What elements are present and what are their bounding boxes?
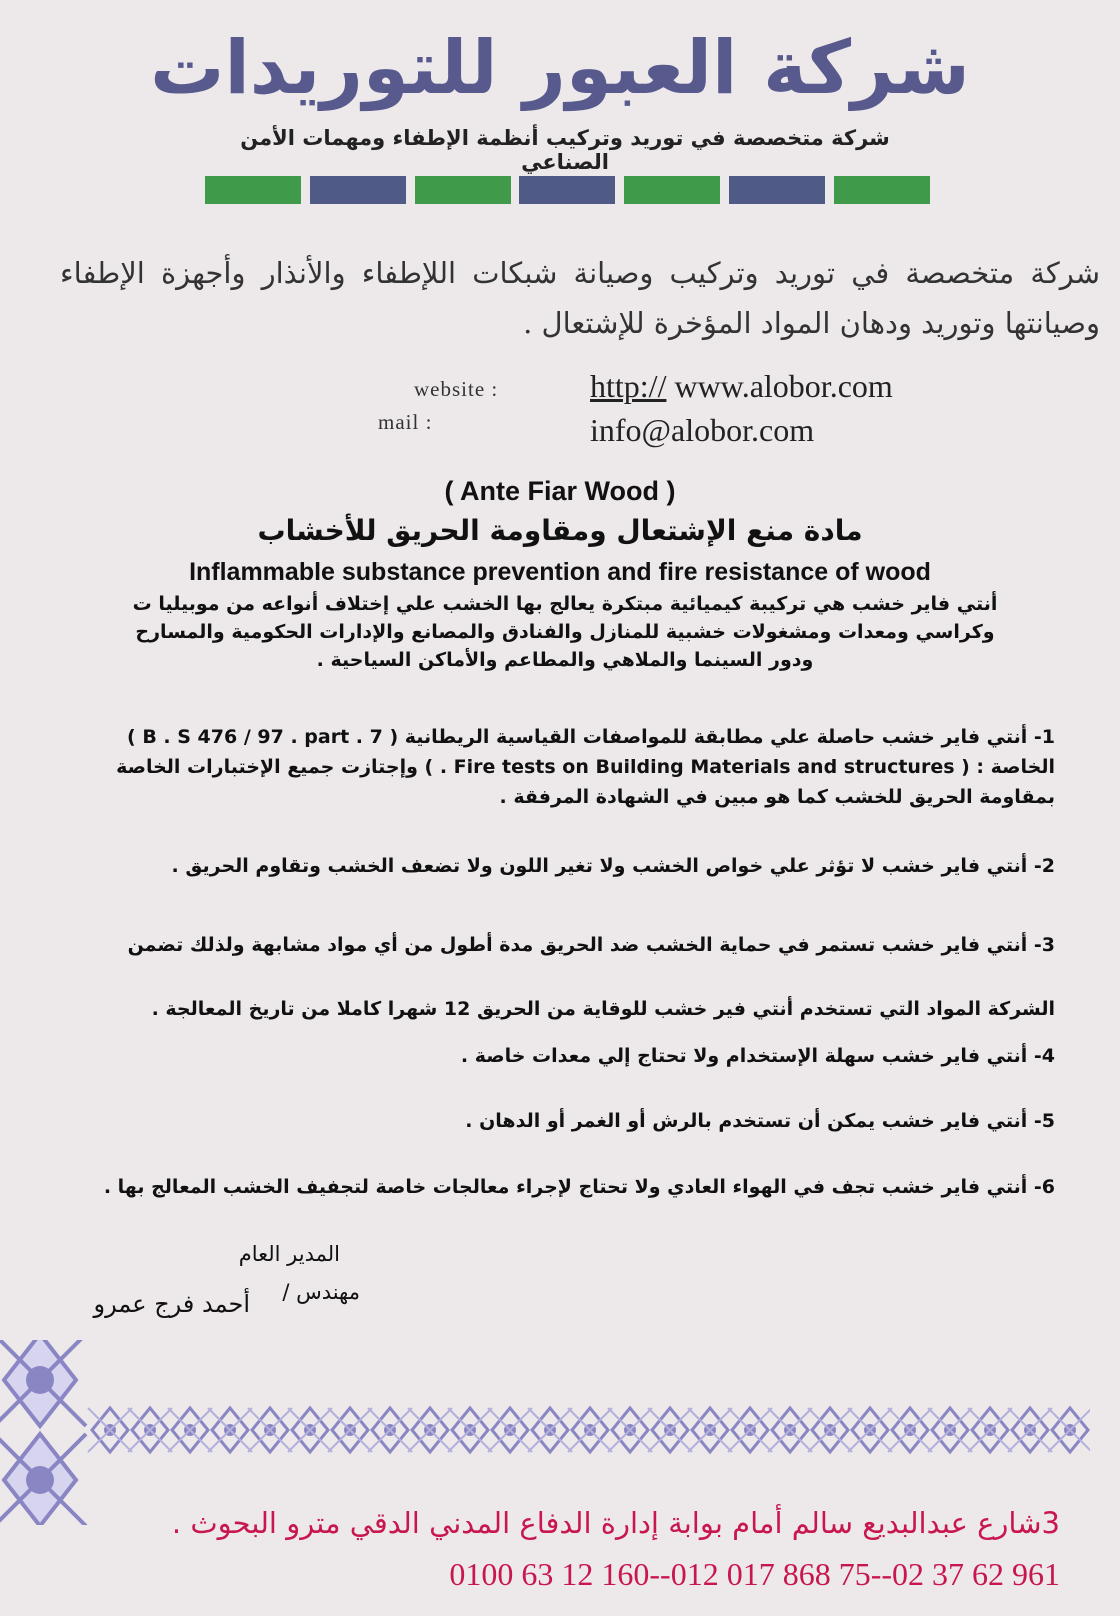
bar-blue bbox=[519, 176, 615, 204]
website-label: website : bbox=[414, 377, 499, 401]
header-color-bars bbox=[205, 176, 930, 204]
product-subtitle-en: Inflammable substance prevention and fire resistance of wood bbox=[189, 558, 931, 586]
product-name-en: ( Ante Fiar Wood ) bbox=[444, 476, 676, 506]
company-logo: شركة العبور للتوريدات bbox=[150, 25, 970, 111]
mail-label: mail : bbox=[378, 410, 433, 434]
company-tagline: شركة متخصصة في توريد وتركيب أنظمة الإطفاء ومهمات الأمن الصناعي bbox=[240, 126, 890, 174]
bar-green bbox=[205, 176, 301, 204]
list-item-6: 6- أنتي فاير خشب تجف في الهواء العادي ولا تحتاج لإجراء معالجات خاصة لتجفيف الخشب المعالج بها . bbox=[103, 1176, 1055, 1198]
ornament-pattern bbox=[0, 1340, 1090, 1525]
signature-name: أحمد فرج عمرو bbox=[93, 1290, 250, 1318]
bar-green bbox=[834, 176, 930, 204]
list-item-1: 1- أنتي فاير خشب حاصلة علي مطابقة للمواصفات القياسية الريطانية ( B . S 476 / 97 . part . 7 ) الخاصة : ( Fire tests on Building Materials and structures . ) وإجتازت جميع الإختبارات الخاصة بمقاومة الحريق للخشب كما هو مبين في الشهادة المرفقة . bbox=[116, 726, 1055, 808]
ornament-border-row bbox=[88, 1408, 1090, 1452]
mail-link[interactable]: info@alobor.com bbox=[590, 412, 815, 448]
list-item-4: 4- أنتي فاير خشب سهلة الإستخدام ولا تحتاج إلي معدات خاصة . bbox=[460, 1045, 1055, 1067]
list-item-3: 3- أنتي فاير خشب تستمر في حماية الخشب ضد الحريق مدة أطول من أي مواد مشابهة ولذلك تضمن الشركة المواد التي تستخدم أنتي فير خشب للوقاية من الحريق 12 شهرا كاملا من تاريخ المعالجة . bbox=[127, 934, 1055, 1020]
product-name-ar: مادة منع الإشتعال ومقاومة الحريق للأخشاب bbox=[257, 514, 863, 547]
list-item-5: 5- أنتي فاير خشب يمكن أن تستخدم بالرش أو الغمر أو الدهان . bbox=[465, 1110, 1055, 1132]
footer-phones: 0100 63 12 160--012 017 868 75--02 37 62 961 bbox=[449, 1556, 1060, 1592]
website-url: www.alobor.com bbox=[666, 368, 893, 404]
ornament-motif-large bbox=[0, 1340, 86, 1426]
bar-blue bbox=[310, 176, 406, 204]
signature-title: المدير العام bbox=[238, 1242, 340, 1266]
intro-paragraph: شركة متخصصة في توريد وتركيب وصيانة شبكات اللإطفاء والأنذار وأجهزة الإطفاء وصيانتها وتوريد ودهان المواد المؤخرة للإشتعال . bbox=[60, 256, 1100, 340]
product-description: أنتي فاير خشب هي تركيبة كيميائية مبتكرة يعالج بها الخشب علي إختلاف أنواعه من موبيليا ت وكراسي ومعدات ومشغولات خشبية للمنازل والفنادق والمصانع والإدارات الحكومية والمسارح ودور السينما والملاهي والمطاعم والأماكن السياحية . bbox=[132, 593, 998, 671]
bar-green bbox=[415, 176, 511, 204]
bar-green bbox=[624, 176, 720, 204]
website-prefix: http:// bbox=[590, 368, 667, 404]
website-link[interactable] bbox=[590, 368, 893, 405]
bar-blue bbox=[729, 176, 825, 204]
list-item-2: 2- أنتي فاير خشب لا تؤثر علي خواص الخشب ولا تغير اللون ولا تضعف الخشب وتقاوم الحريق . bbox=[171, 855, 1055, 877]
signature-prefix: مهندس / bbox=[282, 1280, 360, 1304]
footer-address: 3شارع عبدالبديع سالم أمام بوابة إدارة الدفاع المدني الدقي مترو البحوث . bbox=[171, 1506, 1060, 1540]
